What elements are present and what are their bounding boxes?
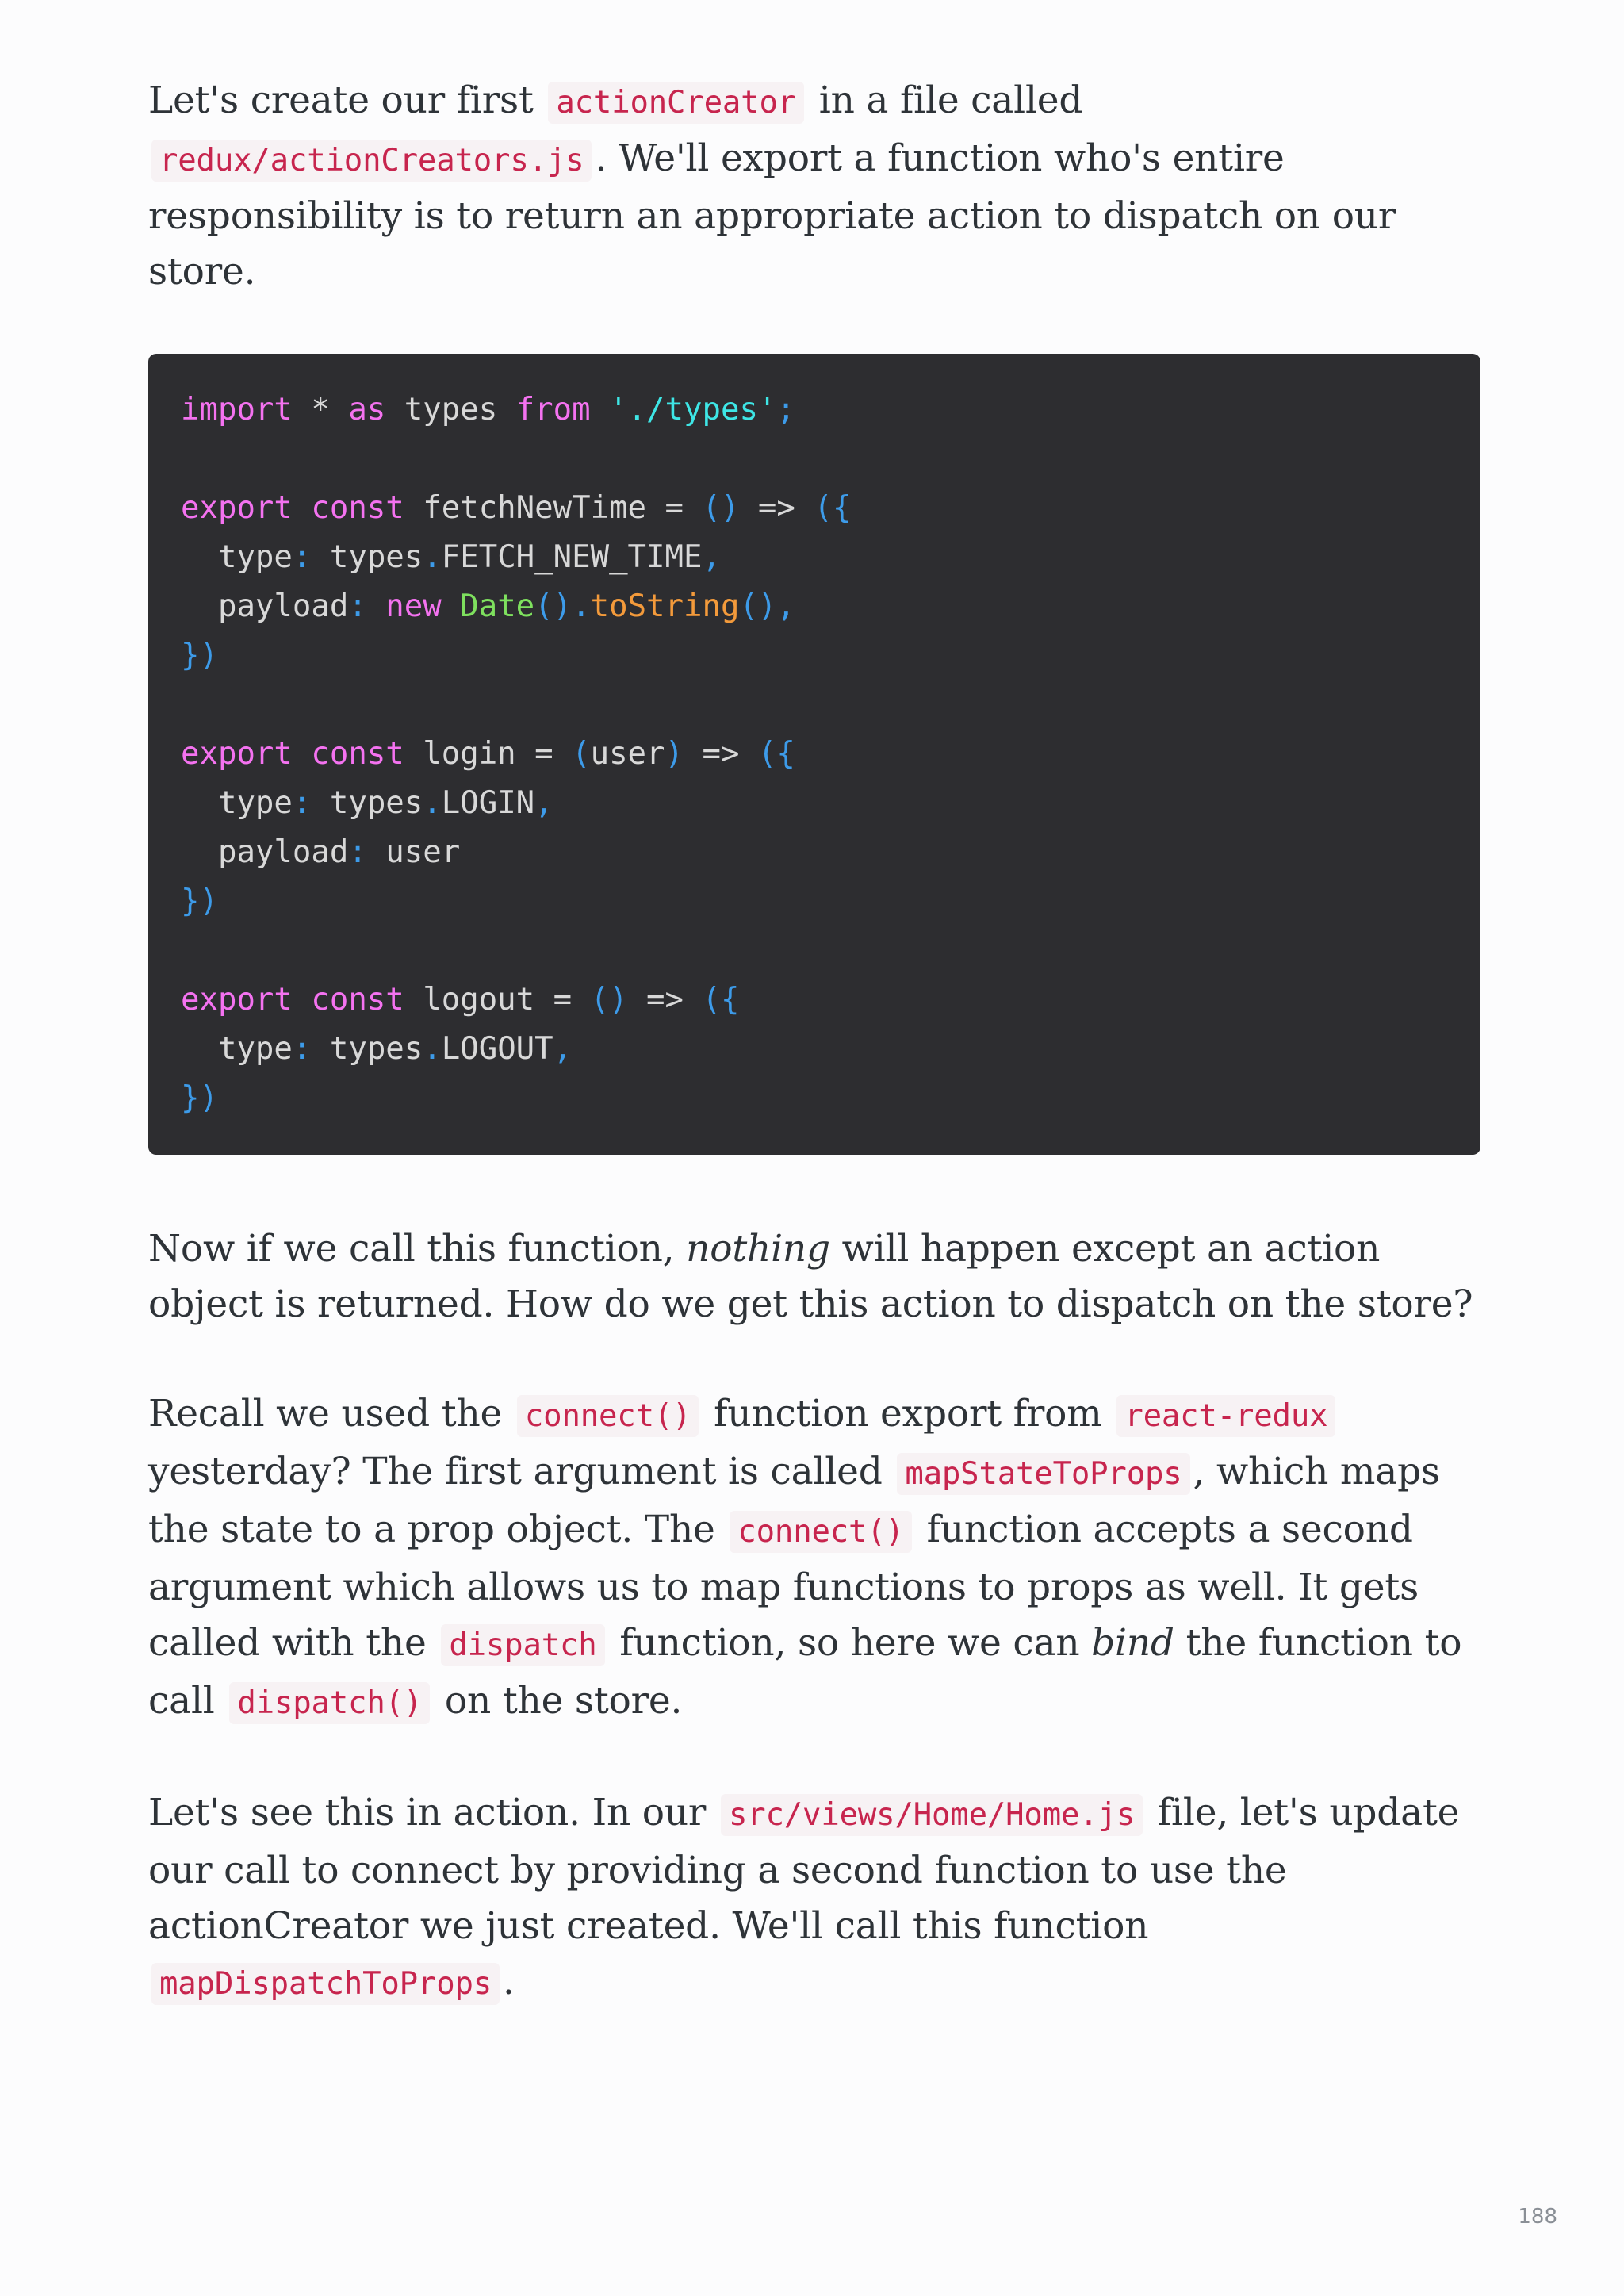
code-token: , xyxy=(534,785,553,821)
paragraph-see-in-action xyxy=(148,1785,1480,2012)
inline-code: mapStateToProps xyxy=(897,1453,1189,1495)
code-line xyxy=(181,484,1449,533)
code-token xyxy=(591,392,609,427)
code-token: LOGOUT xyxy=(441,1031,553,1067)
text-run: yesterday? The first argument is called xyxy=(148,1450,894,1493)
code-line xyxy=(181,828,1449,877)
code-token: }) xyxy=(181,638,218,673)
code-token: , xyxy=(553,1031,573,1067)
inline-code: src/views/Home/Home.js xyxy=(721,1794,1143,1836)
code-token: const xyxy=(311,490,404,526)
code-token: toString xyxy=(590,588,740,624)
paragraph-intro xyxy=(148,73,1480,300)
code-token: type xyxy=(181,785,293,821)
paragraph-connect-function xyxy=(148,1386,1480,1731)
code-token: const xyxy=(311,982,404,1018)
code-line xyxy=(181,1025,1449,1074)
code-token: types xyxy=(311,539,423,575)
code-token: Date xyxy=(460,588,535,624)
text-run: function, so here we can xyxy=(607,1621,1092,1665)
code-token: user xyxy=(590,736,665,772)
code-token: , xyxy=(702,539,721,575)
inline-code: dispatch() xyxy=(229,1682,430,1724)
code-token: user xyxy=(366,834,461,870)
code-token: * xyxy=(292,392,349,427)
paragraph-nothing-happens xyxy=(148,1221,1480,1332)
code-token: ({ xyxy=(702,982,740,1018)
code-line xyxy=(181,582,1449,631)
text-run: on the store. xyxy=(433,1679,683,1723)
code-token: const xyxy=(311,736,404,772)
text-run: will happen except an action object is returned. How do we get this action to dispatch on the store? xyxy=(148,1227,1473,1326)
code-token: . xyxy=(423,1031,442,1067)
code-line xyxy=(181,779,1449,828)
code-token: types xyxy=(385,392,516,427)
code-block xyxy=(148,354,1480,1155)
inline-code: mapDispatchToProps xyxy=(151,1963,500,2005)
code-token: export xyxy=(181,736,293,772)
code-line xyxy=(181,533,1449,582)
text-run: , which maps the state to a prop object. The xyxy=(148,1450,1440,1551)
code-token: from xyxy=(515,392,591,427)
code-token: ({ xyxy=(814,490,852,526)
emphasized-text: nothing xyxy=(686,1227,830,1271)
code-token: logout = xyxy=(404,982,591,1018)
code-token: : xyxy=(292,785,312,821)
text-run: function export from xyxy=(702,1392,1114,1435)
emphasized-text: bind xyxy=(1091,1621,1174,1665)
code-line xyxy=(181,976,1449,1025)
code-token: : xyxy=(348,588,367,624)
code-line xyxy=(181,631,1449,680)
code-token: : xyxy=(292,1031,312,1067)
text-run: file, let's update our call to connect by providing a second function to use the actionCreator we just created. We'll call this function xyxy=(148,1791,1460,1948)
code-token: () xyxy=(590,982,628,1018)
code-token xyxy=(293,490,311,526)
code-token: payload xyxy=(181,834,349,870)
code-token: => xyxy=(739,490,814,526)
code-line xyxy=(181,730,1449,779)
code-token: }) xyxy=(181,1080,218,1116)
code-token: export xyxy=(181,490,293,526)
code-token: => xyxy=(684,736,758,772)
code-token xyxy=(293,982,311,1018)
page-number: 188 xyxy=(1518,2205,1557,2229)
code-token: (), xyxy=(739,588,795,624)
code-token xyxy=(442,588,460,624)
text-run: . xyxy=(503,1960,515,2003)
code-token: : xyxy=(292,539,312,575)
code-line xyxy=(181,680,1449,730)
code-token: types xyxy=(311,785,423,821)
code-token: login = xyxy=(404,736,573,772)
inline-code: connect() xyxy=(730,1511,912,1553)
code-token: : xyxy=(348,834,367,870)
text-run: Let's see this in action. In our xyxy=(148,1791,718,1834)
code-token: => xyxy=(627,982,703,1018)
code-token: FETCH_NEW_TIME xyxy=(441,539,703,575)
text-run: . We'll export a function who's entire responsibility is to return an appropriate action to dispatch on our store. xyxy=(148,136,1396,293)
code-line xyxy=(181,435,1449,484)
code-token: './types' xyxy=(609,392,777,427)
inline-code: react-redux xyxy=(1116,1395,1335,1437)
code-token: types xyxy=(311,1031,423,1067)
code-token: (). xyxy=(534,588,591,624)
code-token: ( xyxy=(572,736,591,772)
code-token: ({ xyxy=(757,736,795,772)
code-token: as xyxy=(348,392,386,427)
text-run: in a file called xyxy=(807,79,1083,122)
text-run: Let's create our first xyxy=(148,79,546,122)
inline-code: dispatch xyxy=(441,1624,604,1666)
code-token: export xyxy=(181,982,293,1018)
code-token: ; xyxy=(776,392,795,427)
code-line xyxy=(181,926,1449,976)
code-token xyxy=(293,736,311,772)
code-token: ) xyxy=(665,736,684,772)
code-token xyxy=(367,588,385,624)
inline-code: redux/actionCreators.js xyxy=(151,140,592,182)
code-token: () xyxy=(702,490,740,526)
text-run: the function to call xyxy=(148,1621,1462,1723)
code-token: . xyxy=(423,785,442,821)
code-token: type xyxy=(181,539,293,575)
code-token: }) xyxy=(181,884,218,919)
code-token: payload xyxy=(181,588,349,624)
code-token: type xyxy=(181,1031,293,1067)
text-run: Recall we used the xyxy=(148,1392,514,1435)
code-token: LOGIN xyxy=(441,785,535,821)
code-token: import xyxy=(181,392,293,427)
code-line xyxy=(181,1074,1449,1123)
page-content xyxy=(148,73,1480,2066)
code-line xyxy=(181,877,1449,926)
code-token: . xyxy=(423,539,442,575)
code-token: new xyxy=(385,588,442,624)
text-run: function accepts a second argument which allows us to map functions to props as well. It gets called with the xyxy=(148,1508,1419,1665)
inline-code: actionCreator xyxy=(548,82,804,124)
code-token: fetchNewTime = xyxy=(404,490,703,526)
code-line xyxy=(181,385,1449,435)
inline-code: connect() xyxy=(517,1395,699,1437)
text-run: Now if we call this function, xyxy=(148,1227,687,1271)
